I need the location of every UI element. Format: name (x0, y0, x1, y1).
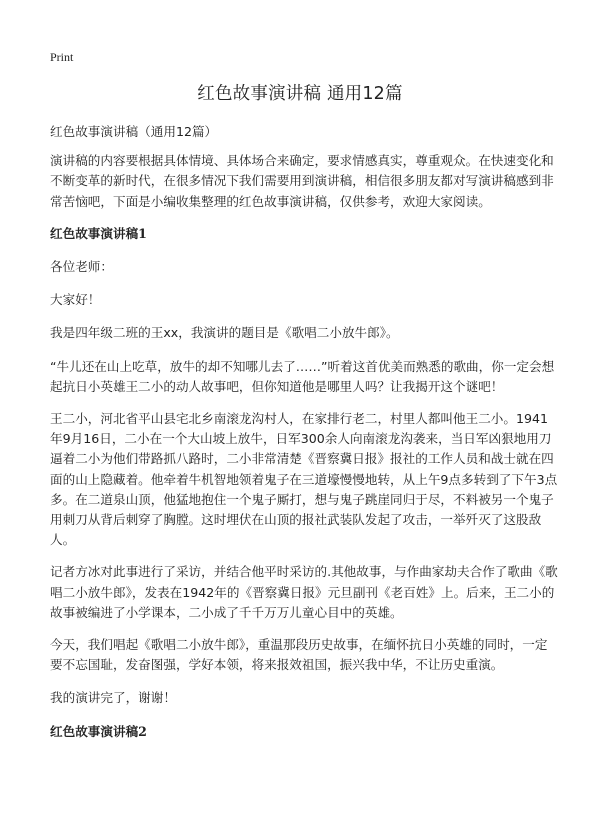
section-heading-1: 红色故事演讲稿1 (50, 225, 147, 241)
paragraph-reporter: 记者方冰对此事进行了采访，并结合他平时采访的.其他故事，与作曲家劫夫合作了歌曲《歌唱二小放牛郎》，发表在1942年的《晋察冀日报》元旦副刊《老百姓》上。后来，王二小的故事被编进了小学课本，二小成了千千万万儿童心目中的英雄。 (50, 564, 558, 620)
paragraph-self-intro: 我是四年级二班的王xx，我演讲的题目是《歌唱二小放牛郎》。 (50, 325, 399, 341)
document-body (50, 122, 560, 742)
paragraph-greeting-all: 大家好！ (50, 292, 101, 308)
paragraph-story: 王二小，河北省平山县宅北乡南滚龙沟村人，在家排行老二，村里人都叫他王二小。1941年9月16日，二小在一个大山坡上放牛，日军300余人向南滚龙沟袭来，当日军凶狠地用刀逼着二小为他们带路抓八路时，二小非常清楚《晋察冀日报》报社的工作人员和战士就在四面的山上隐藏着。他牵着牛机智地领着鬼子在三道壕慢慢地转，从上午9点多转到了下午3点多。在二道泉山顶，他猛地抱住一个鬼子厮打，想与鬼子跳崖同归于尽，不料被另一个鬼子用刺刀从背后刺穿了胸膛。这时埋伏在山顶的报社武装队发起了攻击，一举歼灭了这股敌人。 (50, 411, 558, 548)
paragraph-greeting-teachers: 各位老师： (50, 259, 113, 275)
paragraph-today: 今天，我们唱起《歌唱二小放牛郎》，重温那段历史故事，在缅怀抗日小英雄的同时，一定要不忘国耻，发奋图强，学好本领，将来报效祖国，振兴我中华，不让历史重演。 (50, 637, 548, 673)
paragraph-closing: 我的演讲完了，谢谢！ (50, 690, 176, 706)
print-link[interactable]: Print (50, 50, 74, 64)
paragraph-song-opening: “牛儿还在山上吃草，放牛的却不知哪儿去了……”听着这首优美而熟悉的歌曲，你一定会想起抗日小英雄王二小的动人故事吧，但你知道他是哪里人吗？让我揭开这个谜吧！ (50, 358, 555, 394)
section-heading-2: 红色故事演讲稿2 (50, 723, 147, 739)
intro-paragraph: 演讲稿的内容要根据具体情境、具体场合来确定，要求情感真实，尊重观众。在快速变化和不断变革的新时代，在很多情况下我们需要用到演讲稿，相信很多朋友都对写演讲稿感到非常苦恼吧，下面是小编收集整理的红色故事演讲稿，仅供参考，欢迎大家阅读。 (50, 153, 554, 209)
page-title: 红色故事演讲稿 通用12篇 (197, 84, 403, 104)
document-subtitle: 红色故事演讲稿（通用12篇） (50, 124, 218, 139)
